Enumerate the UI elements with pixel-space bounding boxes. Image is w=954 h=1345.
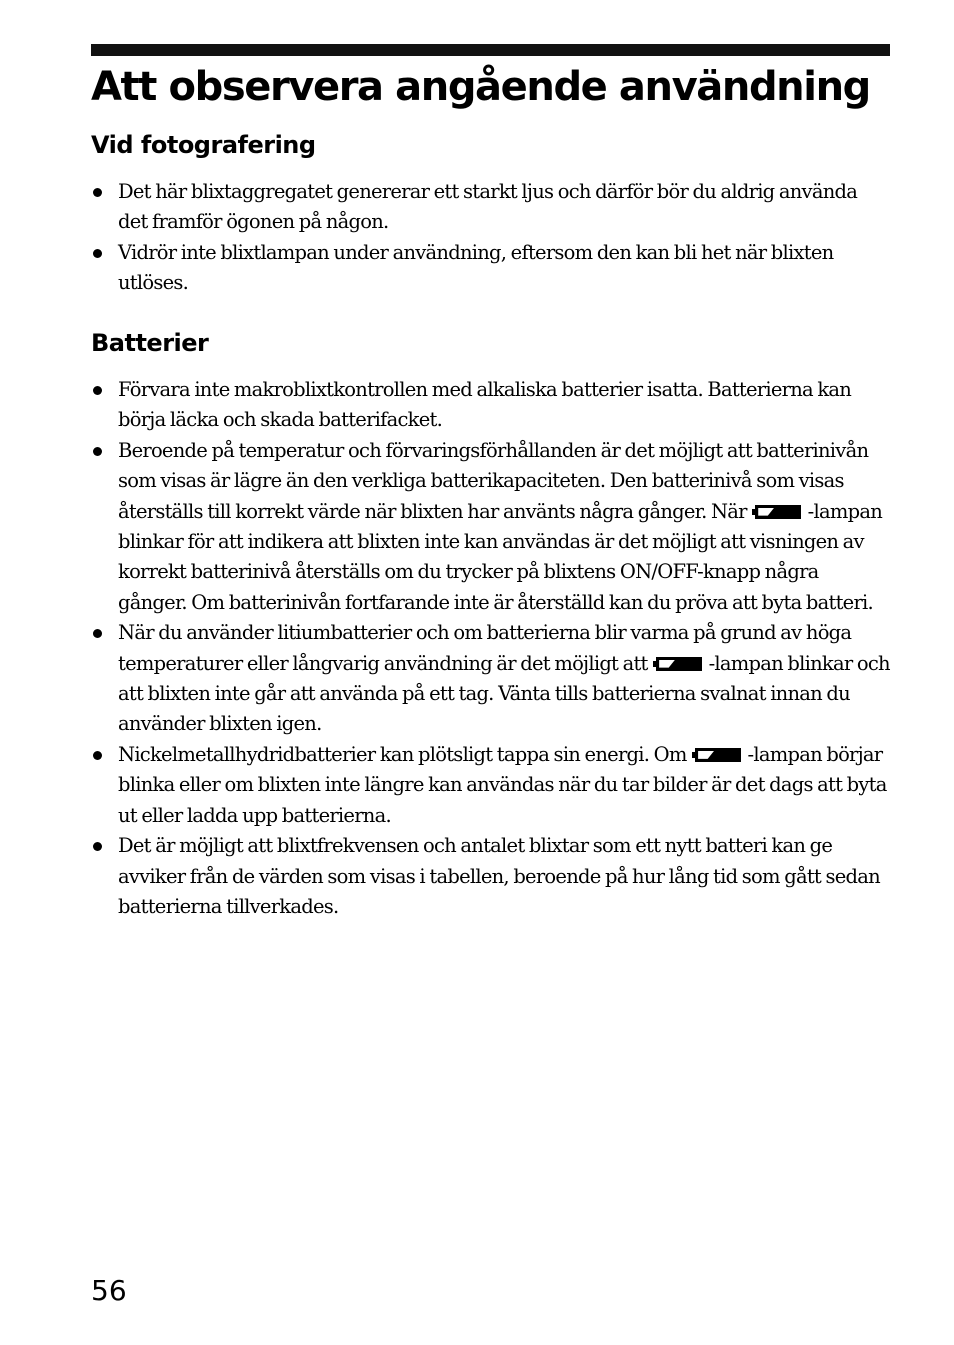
page-number: 56 [91,1274,127,1307]
list-item-text: Vidrör inte blixtlampan under användning, eftersom den kan bli het när blixten utlöses. [118,240,834,295]
list-item [91,238,891,299]
list-item-text: -lampan börjar blinka eller om blixten inte längre kan användas när du tar bilder är det dags att byta ut eller ladda upp batterierna. [118,742,887,827]
section-heading-batteries: Batterier [91,329,209,357]
header-rule [91,44,890,56]
list-item [91,740,891,831]
list-item-text: -lampan blinkar och att blixten inte går att använda på ett tag. Vänta tills batterierna svalnat innan du använder blixten igen. [118,651,890,736]
list-item-text: -lampan blinkar för att indikera att blixten inte kan användas är det möjligt att visningen av korrekt batterinivå återställs om du trycker på blixtens ON/OFF-knapp några gånger. Om batterinivån fortfarande inte är återställd kan du pröva att byta batteri. [118,499,883,614]
photography-list [91,177,891,299]
page-title: Att observera angående användning [91,64,870,110]
list-item [91,618,891,740]
list-item [91,177,891,238]
list-item-text: När du använder litiumbatterier och om batterierna blir varma på grund av höga temperaturer eller långvarig användning är det möjligt att [118,621,852,675]
list-item-text: Nickelmetallhydridbatterier kan plötsligt tappa sin energi. Om [118,742,687,766]
list-item-text: Beroende på temperatur och förvaringsförhållanden är det möjligt att batterinivån som visas är lägre än den verkliga batterikapaciteten. Den batterinivå som visas återställs till korrekt värde när blixten har använts några gånger. När [118,438,869,523]
list-item [91,375,891,436]
list-item [91,436,891,618]
list-item-text: Förvara inte makroblixtkontrollen med alkaliska batterier isatta. Batterierna kan börja läcka och skada batterifacket. [118,378,852,432]
bullet-icon [93,629,102,638]
low-battery-icon [695,748,741,762]
bullet-icon [93,249,102,258]
bullet-icon [93,751,102,760]
low-battery-icon [656,657,702,671]
bullet-icon [93,842,102,851]
low-battery-icon [755,505,801,519]
list-item [91,831,891,922]
batteries-list [91,375,891,922]
section-heading-photography: Vid fotografering [91,131,316,159]
bullet-icon [93,386,102,395]
bullet-icon [93,447,102,456]
list-item-text: Det här blixtaggregatet genererar ett starkt ljus och därför bör du aldrig använda det framför ögonen på någon. [118,180,858,234]
list-item-text: Det är möjligt att blixtfrekvensen och antalet blixtar som ett nytt batteri kan ge avviker från de värden som visas i tabellen, beroende på hur lång tid som gått sedan batterierna tillverkades. [118,834,880,918]
bullet-icon [93,188,102,197]
